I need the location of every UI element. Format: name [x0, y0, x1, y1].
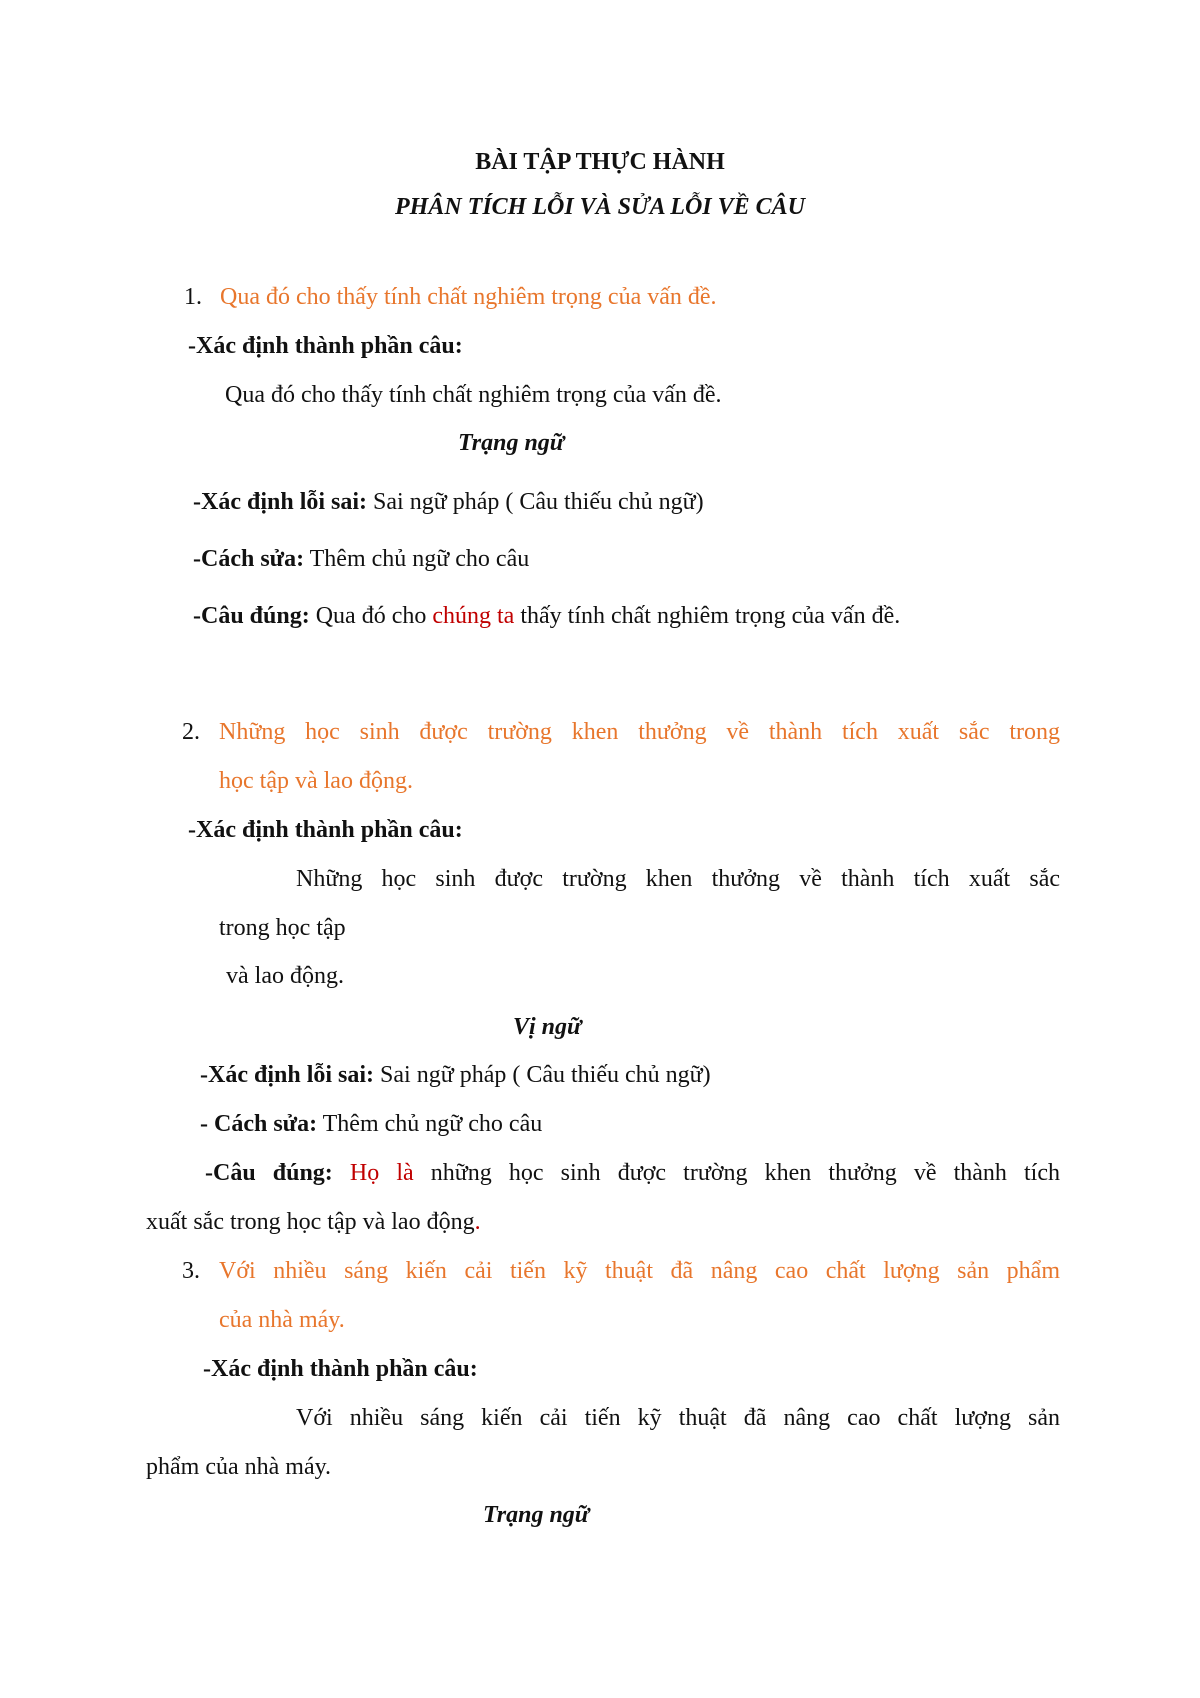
- item-2-sentence-line-2: học tập và lao động.: [219, 768, 413, 794]
- item-3-parts-text-line-1: Với nhiều sáng kiến cải tiến kỹ thuật đã nâng cao chất lượng sản: [296, 1405, 1060, 1431]
- item-2-error-text: Sai ngữ pháp ( Câu thiếu chủ ngữ): [374, 1062, 711, 1088]
- item-1-parts-label: -Xác định thành phần câu:: [188, 333, 463, 359]
- item-1-parts-text: Qua đó cho thấy tính chất nghiêm trọng của vấn đề.: [225, 382, 722, 408]
- item-2-parts-text-line-1: Những học sinh được trường khen thưởng về thành tích xuất sắc: [296, 866, 1060, 892]
- item-3-parts-text-line-2: phẩm của nhà máy.: [146, 1454, 332, 1480]
- item-2-number: 2.: [182, 719, 200, 745]
- item-1-number: 1.: [184, 284, 202, 310]
- item-2-parts-label: -Xác định thành phần câu:: [188, 817, 463, 843]
- item-2-correct-end: .: [474, 1209, 481, 1235]
- item-3-sentence-line-2: của nhà máy.: [219, 1307, 345, 1333]
- item-1-correct-highlight: chúng ta: [432, 603, 515, 629]
- item-2-fix-line: [200, 1109, 542, 1139]
- item-2-sentence-line-1: Những học sinh được trường khen thưởng về thành tích xuất sắc trong: [219, 719, 1060, 745]
- item-2-component-label: Vị ngữ: [513, 1014, 582, 1040]
- item-1-error-line: [193, 487, 704, 517]
- item-2-correct-line-2: [146, 1207, 481, 1237]
- item-2-error-label: -Xác định lỗi sai:: [200, 1062, 375, 1088]
- page-subtitle: PHÂN TÍCH LỖI VÀ SỬA LỖI VỀ CÂU: [394, 194, 805, 220]
- item-1-fix-text: Thêm chủ ngữ cho câu: [304, 546, 530, 572]
- item-1-sentence: Qua đó cho thấy tính chất nghiêm trọng của vấn đề.: [220, 284, 717, 310]
- item-2-fix-label: - Cách sửa:: [200, 1111, 318, 1137]
- item-3-number: 3.: [182, 1258, 200, 1284]
- item-3-parts-label: -Xác định thành phần câu:: [203, 1356, 478, 1382]
- item-2-fix-text: Thêm chủ ngữ cho câu: [317, 1111, 543, 1137]
- page-title: BÀI TẬP THỰC HÀNH: [475, 149, 725, 175]
- item-3-component-label: Trạng ngữ: [483, 1502, 590, 1528]
- item-1-component-label: Trạng ngữ: [458, 430, 565, 456]
- item-1-fix-label: -Cách sửa:: [193, 546, 305, 572]
- item-1-correct-label: -Câu đúng:: [193, 603, 310, 629]
- item-1-correct-line: [193, 601, 900, 631]
- item-2-correct-label: -Câu đúng:: [205, 1160, 333, 1186]
- item-1-correct-after: thấy tính chất nghiêm trọng của vấn đề.: [514, 603, 901, 629]
- item-2-parts-text-line-2: trong học tập: [219, 915, 346, 941]
- item-1-fix-line: [193, 544, 529, 574]
- item-2-correct-line-1: [205, 1158, 1060, 1188]
- item-2-correct-text-2: xuất sắc trong học tập và lao động: [146, 1209, 475, 1235]
- item-1-correct-before: Qua đó cho: [309, 603, 433, 629]
- item-2-correct-text-1: những học sinh được trường khen thưởng về thành tích: [413, 1160, 1061, 1186]
- item-1-error-text: Sai ngữ pháp ( Câu thiếu chủ ngữ): [367, 489, 704, 515]
- item-1-error-label: -Xác định lỗi sai:: [193, 489, 368, 515]
- item-3-sentence-line-1: Với nhiều sáng kiến cải tiến kỹ thuật đã nâng cao chất lượng sản phẩm: [219, 1258, 1060, 1284]
- item-2-error-line: [200, 1060, 711, 1090]
- item-2-parts-text-line-3: và lao động.: [226, 963, 344, 989]
- item-2-correct-highlight: Họ là: [349, 1160, 414, 1186]
